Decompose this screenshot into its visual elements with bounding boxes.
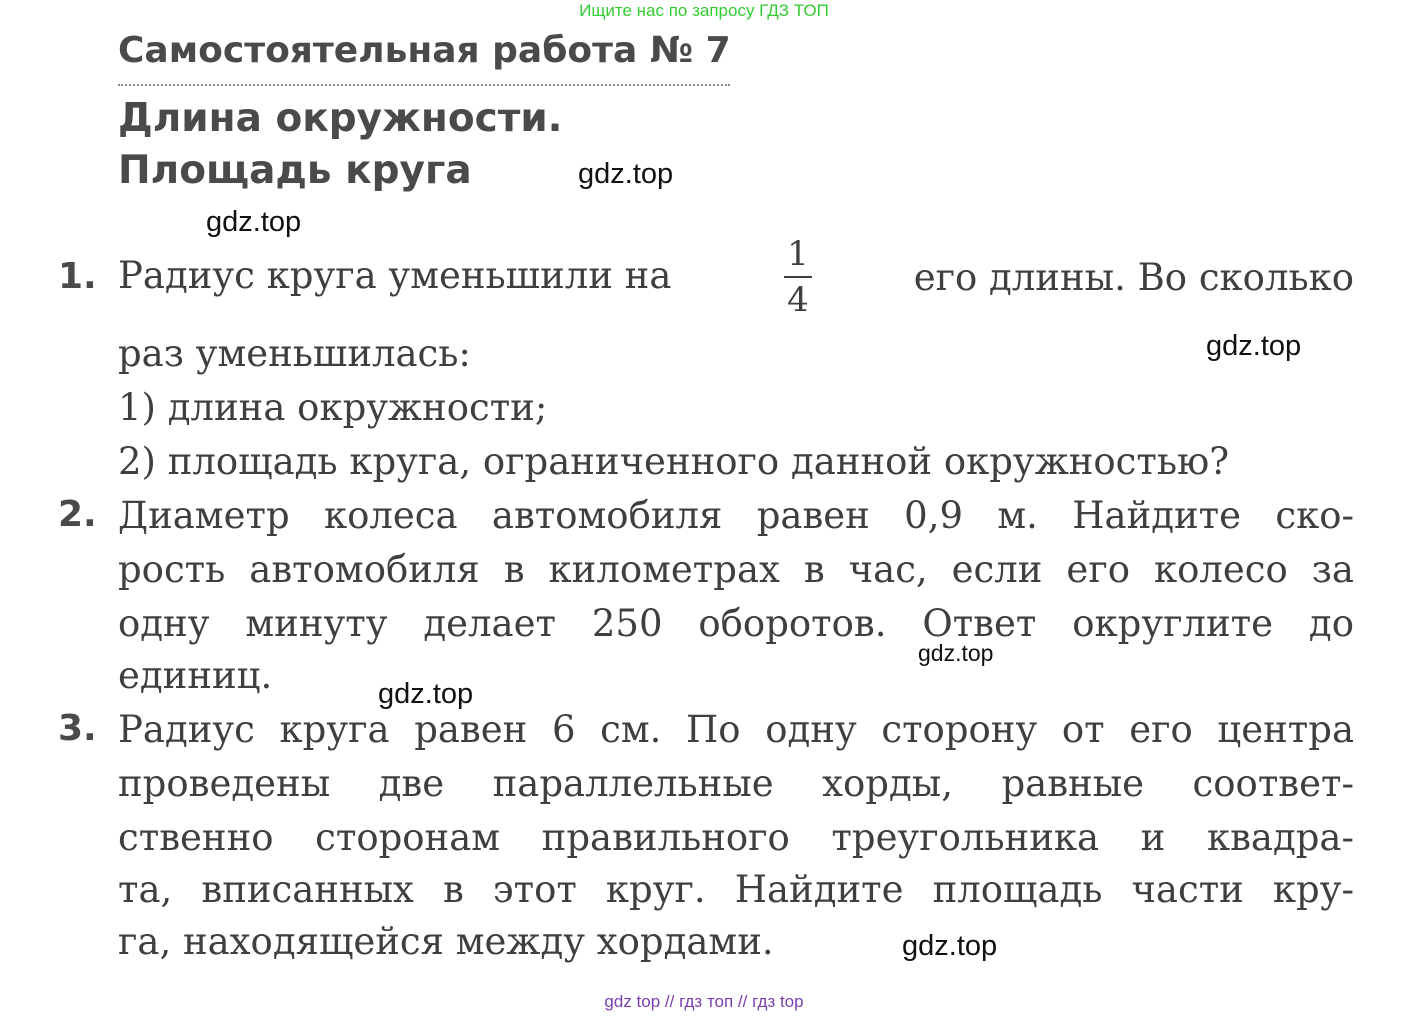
fraction-bar — [784, 276, 812, 278]
work-title: Самостоятельная работа № 7 — [118, 30, 731, 71]
watermark: gdz.top — [1206, 330, 1302, 362]
problem-text-line: раз уменьшилась: — [118, 332, 471, 375]
problem-text-line: Диаметр колеса автомобиля равен 0,9 м. Найдите ско- — [118, 494, 1354, 537]
watermark: gdz.top — [206, 206, 302, 238]
watermark: gdz.top — [578, 158, 674, 190]
problem-text-line: рость автомобиля в километрах в час, если его колесо за — [118, 548, 1354, 591]
problem-number: 3. — [58, 708, 97, 749]
fraction — [782, 234, 814, 320]
problem-text-line: Радиус круга равен 6 см. По одну сторону от его центра — [118, 708, 1354, 751]
problem-text-line: га, находящейся между хордами. — [118, 920, 774, 963]
fraction-denominator: 4 — [787, 280, 809, 320]
topic-title-line-1: Длина окружности. — [118, 96, 563, 141]
problem-text-line: Радиус круга уменьшили на — [118, 254, 672, 297]
problem-text-line: единиц. — [118, 654, 273, 697]
watermark: gdz.top — [902, 930, 998, 962]
problem-number: 1. — [58, 256, 97, 297]
problem-number: 2. — [58, 494, 97, 535]
problem-text-line: одну минуту делает 250 оборотов. Ответ округлите до — [118, 602, 1354, 645]
problem-text-line: 2) площадь круга, ограниченного данной окружностью? — [118, 440, 1230, 483]
problem-text-line: проведены две параллельные хорды, равные соответ- — [118, 762, 1354, 805]
title-divider — [118, 84, 730, 86]
problem-text-line: его длины. Во сколько — [913, 256, 1354, 299]
problem-text-line: 1) длина окружности; — [118, 386, 548, 429]
watermark: gdz.top — [378, 678, 474, 710]
fraction-numerator: 1 — [787, 234, 809, 274]
problem-text-line: ственно сторонам правильного треугольника и квадра- — [118, 816, 1354, 859]
topic-title-line-2: Площадь круга — [118, 148, 472, 193]
search-banner: Ищите нас по запросу ГДЗ ТОП — [579, 1, 829, 20]
problem-text-line: та, вписанных в этот круг. Найдите площадь части кру- — [118, 868, 1354, 911]
footer-links: gdz top // гдз топ // гдз top — [604, 992, 804, 1011]
watermark: gdz.top — [918, 640, 994, 666]
